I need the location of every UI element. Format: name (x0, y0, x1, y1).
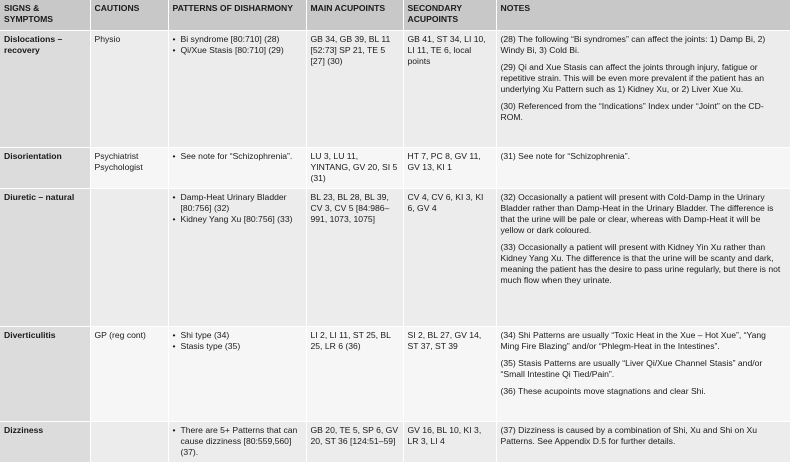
table-row (0, 421, 790, 462)
pattern-item: • Kidney Yang Xu [80:756] (33) (173, 214, 302, 225)
table-row (0, 326, 790, 421)
note-text: (37) Dizziness is caused by a combination of Shi, Xu and Shi on Xu Patterns. See Appendix D.5 for further details. (500, 424, 758, 446)
notes-cell (496, 326, 790, 421)
patterns-cell (168, 188, 306, 326)
note-text: (30) Referenced from the “Indications” Index under “Joint” on the CD-ROM. (500, 100, 764, 122)
notes-cell (496, 188, 790, 326)
cautions-cell: Psychiatrist Psychologist (90, 147, 168, 188)
patterns-cell (168, 30, 306, 147)
sign-cell: Diuretic – natural (0, 188, 90, 326)
pattern-item: • See note for “Schizophrenia”. (173, 151, 302, 162)
note-text: (29) Qi and Xue Stasis can affect the joints through injury, fatigue or repetitive strain. This will be even more prevalent if the patient has an underlying Xu Pattern such as 1) Kidney Xu, or 2) Liver Xue Xu. (500, 61, 765, 94)
sign-cell: Disorientation (0, 147, 90, 188)
pattern-item: • Bi syndrome [80:710] (28) (173, 34, 302, 45)
sign-cell: Dislocations – recovery (0, 30, 90, 147)
pattern-item: • Qi/Xue Stasis [80:710] (29) (173, 45, 302, 56)
cautions-cell: GP (reg cont) (90, 326, 168, 421)
header-signs: SIGNS & SYMPTOMS (0, 0, 90, 30)
main-acupoints-cell: GB 34, GB 39, BL 11 [52:73] SP 21, TE 5 [27] (30) (306, 30, 403, 147)
header-cautions: CAUTIONS (90, 0, 168, 30)
patterns-cell (168, 326, 306, 421)
table-row (0, 30, 790, 147)
patterns-cell (168, 421, 306, 462)
cautions-cell: Physio (90, 30, 168, 147)
note-text: (33) Occasionally a patient will present with Kidney Yin Xu rather than Kidney Yang Xu. The difference is that the urine will be scanty and dark, meaning the patient has the desire to pass urine regularly, but there is not much flow when they urinate. (500, 241, 781, 285)
secondary-acupoints-cell: GB 41, ST 34, LI 10, LI 11, TE 6, local points (403, 30, 496, 147)
header-patterns: PATTERNS OF DISHARMONY (168, 0, 306, 30)
pattern-item: • Shi type (34) (173, 330, 302, 341)
pattern-item: • Damp-Heat Urinary Bladder [80:756] (32) (173, 192, 302, 214)
cautions-cell (90, 188, 168, 326)
pattern-item: • Stasis type (35) (173, 341, 302, 352)
header-main-acupoints: MAIN ACUPOINTS (306, 0, 403, 30)
main-acupoints-cell: LU 3, LU 11, YINTANG, GV 20, SI 5 (31) (306, 147, 403, 188)
note-text: (35) Stasis Patterns are usually “Liver Qi/Xue Channel Stasis” and/or “Small Intestine Qi Tied/Pain”. (500, 357, 763, 379)
sign-cell: Dizziness (0, 421, 90, 462)
table-row (0, 147, 790, 188)
note-text: (31) See note for “Schizophrenia”. (500, 150, 630, 161)
note-text: (36) These acupoints move stagnations and clear Shi. (500, 385, 706, 396)
table-row (0, 188, 790, 326)
notes-cell (496, 147, 790, 188)
secondary-acupoints-cell: GV 16, BL 10, KI 3, LR 3, LI 4 (403, 421, 496, 462)
pattern-item: • There are 5+ Patterns that can cause dizziness [80:559,560] (37). (173, 425, 302, 458)
note-text: (32) Occasionally a patient will present with Cold-Damp in the Urinary Bladder rather than Damp-Heat in the Urinary Bladder. The difference is that the urine will be pale or clear, whereas with Damp-Heat it will be yellow or dark coloured. (500, 191, 774, 235)
header-notes: NOTES (496, 0, 790, 30)
secondary-acupoints-cell: SI 2, BL 27, GV 14, ST 37, ST 39 (403, 326, 496, 421)
header-secondary-acupoints: SECONDARY ACUPOINTS (403, 0, 496, 30)
header-row (0, 0, 790, 30)
sign-cell: Diverticulitis (0, 326, 90, 421)
main-acupoints-cell: GB 20, TE 5, SP 6, GV 20, ST 36 [124:51–59] (306, 421, 403, 462)
note-text: (28) The following “Bi syndromes” can affect the joints: 1) Damp Bi, 2) Windy Bi, 3) Cold Bi. (500, 33, 766, 55)
note-text: (34) Shi Patterns are usually “Toxic Heat in the Xue – Hot Xue”, “Yang Ming Fire Blazing” and/or “Phlegm-Heat in the Intestines”. (500, 329, 766, 351)
main-acupoints-cell: LI 2, LI 11, ST 25, BL 25, LR 6 (36) (306, 326, 403, 421)
notes-cell (496, 30, 790, 147)
cautions-cell (90, 421, 168, 462)
secondary-acupoints-cell: HT 7, PC 8, GV 11, GV 13, KI 1 (403, 147, 496, 188)
patterns-cell (168, 147, 306, 188)
secondary-acupoints-cell: CV 4, CV 6, KI 3, KI 6, GV 4 (403, 188, 496, 326)
main-acupoints-cell: BL 23, BL 28, BL 39, CV 3, CV 5 [84:986–991, 1073, 1075] (306, 188, 403, 326)
notes-cell (496, 421, 790, 462)
